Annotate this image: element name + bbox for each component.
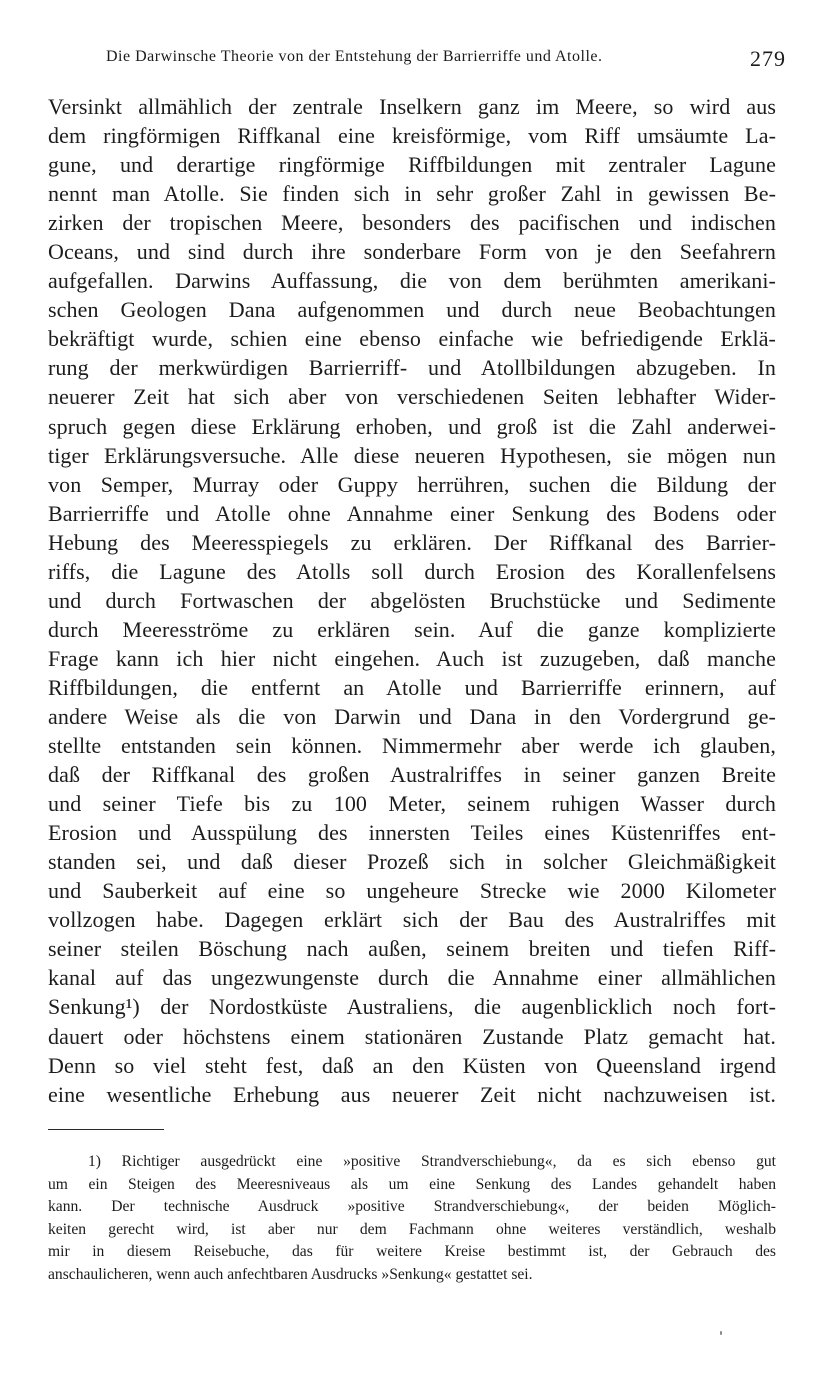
text-line: und seiner Tiefe bis zu 100 Meter, seinem ruhigen Wasser durch [48,791,776,817]
text-line: spruch gegen diese Erklärung erhoben, und groß ist die Zahl anderwei- [48,413,776,439]
text-line: Denn so viel steht fest, daß an den Küsten von Queensland irgend [48,1052,776,1078]
footnote-line: keiten gerecht wird, ist aber nur dem Fachmann ohne weiteres verständlich, weshalb [48,1220,776,1238]
text-line: kanal auf das ungezwungenste durch die Annahme einer allmählichen [48,965,776,991]
text-line: Frage kann ich hier nicht eingehen. Auch ist zuzugeben, daß manche [48,645,776,671]
text-line: zirken der tropischen Meere, besonders des pacifischen und indischen [48,210,776,236]
text-line: andere Weise als die von Darwin und Dana in den Vordergrund ge- [48,703,776,729]
text-line: Riffbildungen, die entfernt an Atolle und Barrierriffe erinnern, auf [48,674,776,700]
body-text [48,92,776,1109]
text-line: riffs, die Lagune des Atolls soll durch Erosion des Korallenfelsens [48,558,776,584]
footnote [48,1151,776,1287]
text-line: tiger Erklärungsversuche. Alle diese neueren Hypothesen, sie mögen nun [48,442,776,468]
footnote-line: anschaulicheren, wenn auch anfechtbaren Ausdrucks »Senkung« gestattet sei. [48,1265,533,1283]
text-line: daß der Riffkanal des großen Australriffes in seiner ganzen Breite [48,762,776,788]
footnote-line: um ein Steigen des Meeresniveaus als um eine Senkung des Landes gehandelt haben [48,1175,776,1193]
text-line: durch Meeresströme zu erklären sein. Auf die ganze komplizierte [48,616,776,642]
footnote-divider [48,1129,164,1130]
text-line: stellte entstanden sein können. Nimmermehr aber werde ich glauben, [48,733,776,759]
text-line: standen sei, und daß dieser Prozeß sich in solcher Gleichmäßigkeit [48,849,776,875]
running-head [106,46,786,72]
text-line: dauert oder höchstens einem stationären Zustande Platz gemacht hat. [48,1023,776,1049]
text-line: rung der merkwürdigen Barrierriff- und Atollbildungen abzugeben. In [48,355,776,381]
text-line: und durch Fortwaschen der abgelösten Bruchstücke und Sedimente [48,587,776,613]
page-number: 279 [750,46,786,71]
text-line: schen Geologen Dana aufgenommen und durch neue Beobachtungen [48,297,776,323]
footnote-line: 1) Richtiger ausgedrückt eine »positive Strandverschiebung«, da es sich ebenso gut [88,1153,776,1170]
text-line: Senkung¹) der Nordostküste Australiens, die augenblicklich noch fort- [48,994,776,1020]
text-line: vollzogen habe. Dagegen erklärt sich der Bau des Australriffes mit [48,907,776,933]
text-line: Barrierriffe und Atolle ohne Annahme einer Senkung des Bodens oder [48,500,776,526]
text-line: neuerer Zeit hat sich aber von verschiedenen Seiten lebhafter Wider- [48,384,776,410]
text-line: Versinkt allmählich der zentrale Inselkern ganz im Meere, so wird aus [48,94,776,119]
text-line: dem ringförmigen Riffkanal eine kreisförmige, vom Riff umsäumte La- [48,123,776,149]
footnote-line: kann. Der technische Ausdruck »positive Strandverschiebung«, der beiden Möglich- [48,1198,776,1216]
text-line: Hebung des Meeresspiegels zu erklären. Der Riffkanal des Barrier- [48,529,776,555]
text-line: Oceans, und sind durch ihre sonderbare Form von je den Seefahrern [48,239,776,265]
text-line: gune, und derartige ringförmige Riffbildungen mit zentraler Lagune [48,152,776,178]
text-line: eine wesentliche Erhebung aus neuerer Zeit nicht nachzuweisen ist. [48,1081,776,1107]
text-line: und Sauberkeit auf eine so ungeheure Strecke wie 2000 Kilometer [48,878,776,904]
paper-speck [720,1331,722,1335]
text-line: von Semper, Murray oder Guppy herrühren, suchen die Bildung der [48,471,776,497]
running-title: Die Darwinsche Theorie von der Entstehung der Barrierriffe und Atolle. [106,48,603,65]
text-line: nennt man Atolle. Sie finden sich in sehr großer Zahl in gewissen Be- [48,181,776,207]
text-line: bekräftigt wurde, schien eine ebenso einfache wie befriedigende Erklä- [48,326,776,352]
text-line: Erosion und Ausspülung des innersten Teiles eines Küstenriffes ent- [48,820,776,846]
footnote-line: mir in diesem Reisebuche, das für weitere Kreise bestimmt ist, der Gebrauch des [48,1243,776,1261]
text-line: seiner steilen Böschung nach außen, seinem breiten und tiefen Riff- [48,936,776,962]
text-line: aufgefallen. Darwins Auffassung, die von dem berühmten amerikani- [48,268,776,294]
